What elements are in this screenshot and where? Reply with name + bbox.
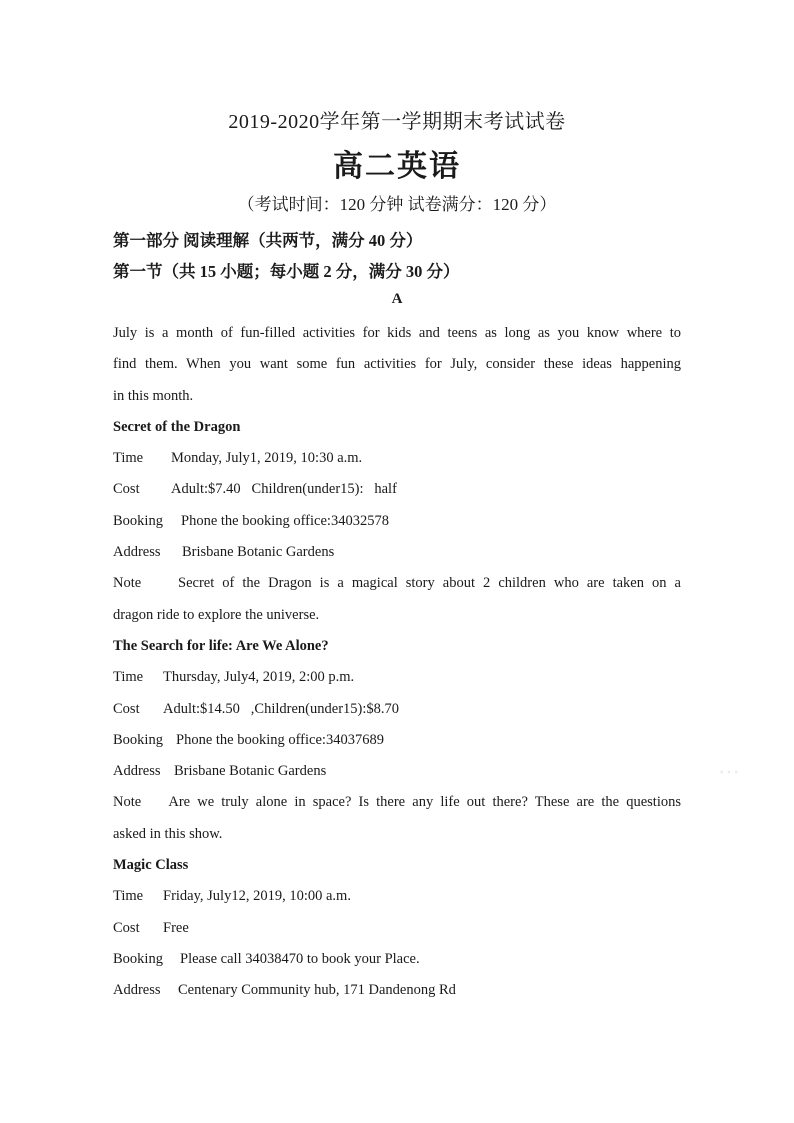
cost-label: Cost (113, 700, 140, 717)
event-address (113, 537, 681, 568)
event-cost (113, 913, 681, 944)
passage-body (113, 318, 681, 1007)
time-value: Thursday, July4, 2019, 2:00 p.m. (163, 669, 355, 686)
event-time (113, 881, 681, 912)
note-label: Note (113, 575, 142, 592)
booking-label: Booking (113, 950, 163, 967)
event-booking (113, 944, 681, 975)
event-note (113, 568, 681, 599)
exam-info: （考试时间：120 分钟 试卷满分：120 分） (237, 195, 557, 214)
address-value: Centenary Community hub, 171 Dandenong Rd (178, 982, 456, 999)
event-note (113, 787, 681, 818)
faint-watermark: ⋯ (718, 760, 740, 785)
booking-value: Please call 34038470 to book your Place. (180, 950, 420, 967)
intro-line: in this month. (113, 387, 194, 404)
note-text: Secret of the Dragon is a magical story about 2 children who are taken on a (178, 575, 681, 592)
address-label: Address (113, 763, 161, 780)
booking-label: Booking (113, 731, 163, 748)
event-title: Secret of the Dragon (113, 418, 241, 435)
event-address (113, 756, 681, 787)
event-title: Magic Class (113, 857, 189, 874)
event-cost (113, 474, 681, 505)
cost-value: Free (163, 919, 189, 936)
time-value: Friday, July12, 2019, 10:00 a.m. (163, 888, 351, 905)
booking-value: Phone the booking office:34037689 (176, 731, 384, 748)
time-label: Time (113, 450, 144, 467)
event-booking (113, 506, 681, 537)
event-note-cont: dragon ride to explore the universe. (113, 606, 320, 623)
note-label: Note (113, 794, 142, 811)
section-heading: 第一节（共 15 小题；每小题 2 分，满分 30 分） (113, 262, 460, 281)
cost-value: Adult:$7.40 Children(under15): half (171, 481, 397, 498)
cost-label: Cost (113, 481, 140, 498)
cost-label: Cost (113, 919, 140, 936)
event-address (113, 975, 681, 1006)
address-label: Address (113, 982, 161, 999)
event-time (113, 443, 681, 474)
time-label: Time (113, 888, 144, 905)
cost-value: Adult:$14.50 ,Children(under15):$8.70 (163, 700, 400, 717)
intro-line: find them. When you want some fun activities for July, consider these ideas happening (113, 356, 681, 373)
event-note-cont: asked in this show. (113, 825, 223, 842)
note-text: Are we truly alone in space? Is there any life out there? These are the questions (168, 794, 681, 811)
exam-title: 2019-2020学年第一学期期末考试试卷 (228, 111, 566, 133)
address-label: Address (113, 544, 161, 561)
part-heading: 第一部分 阅读理解（共两节，满分 40 分） (113, 231, 423, 250)
booking-value: Phone the booking office:34032578 (181, 512, 389, 529)
event-booking (113, 725, 681, 756)
exam-subject: 高二英语 (333, 150, 461, 183)
address-value: Brisbane Botanic Gardens (174, 763, 327, 780)
address-value: Brisbane Botanic Gardens (182, 544, 335, 561)
time-label: Time (113, 669, 144, 686)
event-title: The Search for life: Are We Alone? (113, 637, 329, 654)
event-time (113, 662, 681, 693)
event-cost (113, 694, 681, 725)
booking-label: Booking (113, 512, 163, 529)
passage-label: A (391, 291, 403, 307)
intro-line: July is a month of fun-filled activities for kids and teens as long as you know where to (113, 325, 681, 341)
time-value: Monday, July1, 2019, 10:30 a.m. (171, 450, 363, 467)
